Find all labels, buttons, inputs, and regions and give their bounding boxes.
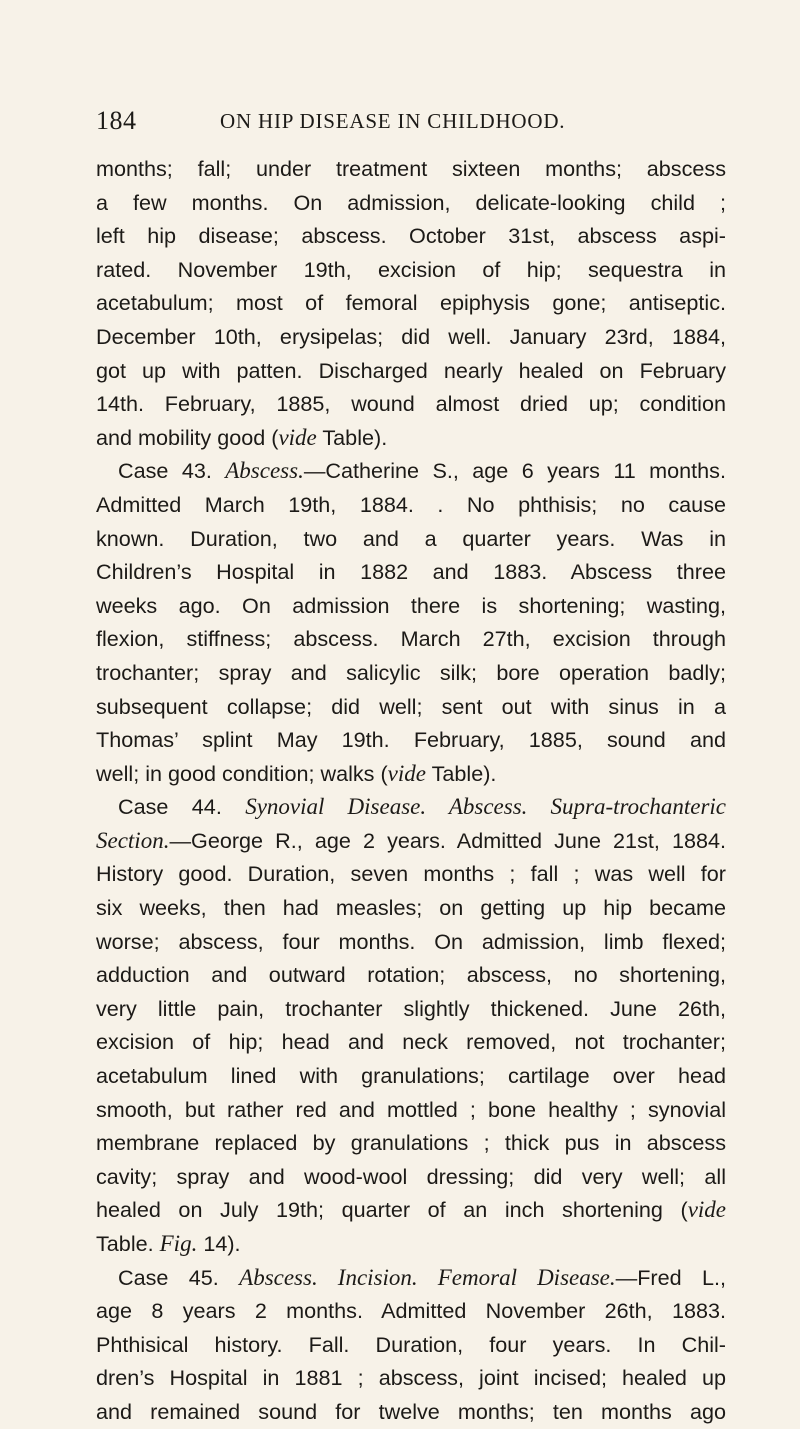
text-line: left hip disease; abscess. October 31st, abscess aspi- [96,223,726,249]
text-line: rated. November 19th, excision of hip; sequestra in [96,256,726,282]
text-line: got up with patten. Discharged nearly healed on February [96,357,726,383]
text-line: well; in good condition; walks (vide Table). [96,760,497,786]
text-line: dren’s Hospital in 1881 ; abscess, joint incised; healed up [96,1365,726,1391]
text-line: and remained sound for twelve months; ten months ago [96,1398,726,1424]
text-line: trochanter; spray and salicylic silk; bore operation badly; [96,659,726,685]
running-head: ON HIP DISEASE IN CHILDHOOD. [220,109,566,133]
text-line: smooth, but rather red and mottled ; bone healthy ; synovial [96,1096,726,1122]
text-line: adduction and outward rotation; abscess, no shortening, [96,962,726,988]
text-line: History good. Duration, seven months ; fall ; was well for [96,861,726,887]
text-line: Table. Fig. 14). [96,1231,241,1256]
case-heading-line: Case 44. Synovial Disease. Abscess. Supra-trochanteric [118,794,726,820]
text-line: Admitted March 19th, 1884. . No phthisis; no cause [96,491,726,517]
case-heading-line: Case 45. Abscess. Incision. Femoral Disease.—Fred L., [118,1264,726,1290]
text-line: 14th. February, 1885, wound almost dried up; condition [96,391,726,417]
text-line: Thomas’ splint May 19th. February, 1885, sound and [96,727,726,753]
text-line: cavity; spray and wood-wool dressing; did very well; all [96,1163,726,1189]
text-line: very little pain, trochanter slightly thickened. June 26th, [96,995,726,1021]
text-line: acetabulum lined with granulations; cartilage over head [96,1063,726,1089]
text-line: acetabulum; most of femoral epiphysis gone; antiseptic. [96,290,726,316]
text-line: worse; abscess, four months. On admission, limb flexed; [96,928,726,954]
text-line: membrane replaced by granulations ; thick pus in abscess [96,1130,726,1156]
text-line: excision of hip; head and neck removed, not trochanter; [96,1029,726,1055]
case-heading-line: Case 43. Abscess.—Catherine S., age 6 years 11 months. [118,458,726,484]
body-text [96,152,726,1429]
text-line: months; fall; under treatment sixteen months; abscess [96,156,726,181]
text-line: flexion, stiffness; abscess. March 27th, excision through [96,626,726,652]
text-line: and mobility good (vide Table). [96,424,388,450]
page-header [96,106,726,140]
text-line: six weeks, then had measles; on getting up hip became [96,895,726,921]
text-line: Children’s Hospital in 1882 and 1883. Abscess three [96,559,726,585]
text-line: age 8 years 2 months. Admitted November 26th, 1883. [96,1298,726,1324]
text-line: weeks ago. On admission there is shortening; wasting, [96,592,726,618]
text-line: healed on July 19th; quarter of an inch shortening (vide [96,1197,726,1223]
text-line: Section.—George R., age 2 years. Admitted June 21st, 1884. [96,827,726,853]
text-line: known. Duration, two and a quarter years. Was in [96,525,726,551]
page-number: 184 [96,106,137,135]
text-line: Phthisical history. Fall. Duration, four years. In Chil- [96,1331,726,1357]
text-line: a few months. On admission, delicate-looking child ; [96,189,726,215]
text-line: December 10th, erysipelas; did well. January 23rd, 1884, [96,323,726,349]
text-line: subsequent collapse; did well; sent out with sinus in a [96,693,726,719]
